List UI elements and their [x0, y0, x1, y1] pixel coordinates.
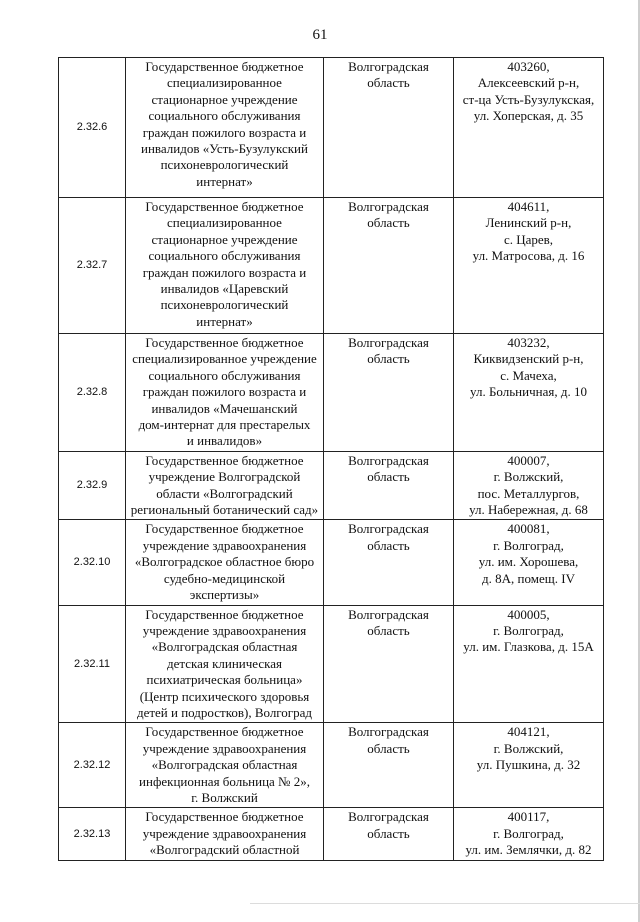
- institution-name-line: дом-интернат для престарелых: [138, 417, 311, 433]
- address-line: ул. им. Хорошева,: [478, 554, 579, 570]
- institution-name-cell: [126, 451, 324, 520]
- region-line: область: [367, 622, 410, 638]
- region-line: область: [367, 215, 410, 231]
- address-line: д. 8А, помещ. IV: [482, 570, 575, 586]
- address-line: 400081,: [507, 521, 550, 537]
- institution-name-cell: [126, 198, 324, 334]
- institution-name-line: учреждение здравоохранения: [142, 622, 307, 638]
- address-line: Алексеевский р-н,: [477, 75, 580, 91]
- institution-name-line: и инвалидов»: [186, 433, 263, 449]
- address-line: ул. Больничная, д. 10: [470, 384, 587, 400]
- address-line: ул. Хоперская, д. 35: [473, 108, 584, 124]
- region-cell: [324, 723, 454, 808]
- institution-name-line: социального обслуживания: [148, 367, 301, 383]
- region-cell: [324, 198, 454, 334]
- row-number: 2.32.13: [59, 808, 126, 860]
- address-line: Киквидзенский р-н,: [473, 351, 584, 367]
- region-line: область: [367, 825, 410, 841]
- region-line: область: [367, 740, 410, 756]
- institution-name-cell: [126, 605, 324, 723]
- institution-name-line: Государственное бюджетное: [145, 452, 304, 468]
- row-number: 2.32.8: [59, 334, 126, 452]
- row-number: 2.32.10: [59, 520, 126, 605]
- table-row: [59, 451, 604, 520]
- institution-name-line: стационарное учреждение: [151, 91, 298, 107]
- address-cell: [454, 605, 604, 723]
- address-cell: [454, 451, 604, 520]
- institution-name-line: психиатрическая больница»: [146, 672, 303, 688]
- institution-name-cell: [126, 723, 324, 808]
- region-line: область: [367, 537, 410, 553]
- institution-name-line: граждан пожилого возраста и: [142, 384, 307, 400]
- institution-name-line: г. Волжский: [191, 789, 258, 805]
- institution-name-line: Государственное бюджетное: [145, 59, 304, 74]
- institution-name-line: граждан пожилого возраста и: [142, 124, 307, 140]
- address-line: ул. им. Глазкова, д. 15А: [463, 639, 594, 655]
- address-cell: [454, 198, 604, 334]
- region-cell: [324, 58, 454, 198]
- row-number: 2.32.6: [59, 58, 126, 198]
- institution-name-line: Государственное бюджетное: [145, 335, 304, 350]
- institution-name-line: учреждение здравоохранения: [142, 825, 307, 841]
- region-line: Волгоградская: [348, 606, 429, 622]
- address-line: 403260,: [507, 59, 550, 74]
- address-cell: [454, 520, 604, 605]
- table-row: [59, 723, 604, 808]
- institution-name-line: специализированное: [167, 215, 282, 231]
- table-row: [59, 520, 604, 605]
- address-line: г. Волгоград,: [493, 622, 564, 638]
- address-line: 400117,: [507, 809, 550, 825]
- institution-name-line: психоневрологический: [160, 297, 289, 313]
- institution-name-line: детей и подростков), Волгоград: [136, 704, 313, 720]
- region-line: Волгоградская: [348, 59, 429, 74]
- institution-name-line: экспертизы»: [189, 587, 260, 603]
- scan-edge-bottom: [250, 903, 640, 904]
- institution-name-cell: [126, 58, 324, 198]
- address-line: с. Царев,: [503, 231, 554, 247]
- address-line: 404121,: [507, 724, 550, 740]
- address-line: г. Волгоград,: [493, 537, 564, 553]
- region-line: Волгоградская: [348, 452, 429, 468]
- institution-name-line: «Волгоградская областная: [151, 757, 298, 773]
- institution-name-line: Государственное бюджетное: [145, 199, 304, 214]
- institution-name-line: учреждение здравоохранения: [142, 537, 307, 553]
- institution-name-line: граждан пожилого возраста и: [142, 264, 307, 280]
- institution-name-line: интернат»: [196, 313, 253, 329]
- region-line: область: [367, 351, 410, 367]
- region-line: Волгоградская: [348, 521, 429, 537]
- address-line: пос. Металлургов,: [477, 485, 580, 501]
- institution-name-line: инвалидов «Мачешанский: [151, 400, 298, 416]
- row-number: 2.32.7: [59, 198, 126, 334]
- institution-name-line: психоневрологический: [160, 157, 289, 173]
- address-cell: [454, 723, 604, 808]
- region-line: область: [367, 469, 410, 485]
- institution-name-cell: [126, 520, 324, 605]
- table-row: [59, 58, 604, 198]
- address-line: 400005,: [507, 606, 550, 622]
- institution-name-line: «Волгоградский областной: [149, 842, 300, 858]
- address-cell: [454, 808, 604, 860]
- address-line: ул. Пушкина, д. 32: [476, 757, 581, 773]
- institution-name-line: «Волгоградская областная: [151, 639, 298, 655]
- institution-name-line: учреждение Волгоградской: [148, 469, 301, 485]
- table-body: [59, 58, 604, 861]
- row-number: 2.32.11: [59, 605, 126, 723]
- region-cell: [324, 605, 454, 723]
- institution-name-line: Государственное бюджетное: [145, 606, 304, 622]
- region-cell: [324, 808, 454, 860]
- institution-name-line: судебно-медицинской: [163, 570, 286, 586]
- region-line: Волгоградская: [348, 199, 429, 214]
- institution-name-line: Государственное бюджетное: [145, 521, 304, 537]
- address-line: г. Волжский,: [493, 469, 564, 485]
- address-line: с. Мачеха,: [500, 367, 557, 383]
- address-cell: [454, 334, 604, 452]
- region-cell: [324, 334, 454, 452]
- institution-name-line: специализированное учреждение: [132, 351, 317, 367]
- region-line: Волгоградская: [348, 809, 429, 825]
- address-line: Ленинский р-н,: [485, 215, 572, 231]
- institution-name-line: детская клиническая: [166, 655, 283, 671]
- address-line: 400007,: [507, 452, 550, 468]
- address-line: ул. им. Землячки, д. 82: [465, 842, 592, 858]
- region-cell: [324, 451, 454, 520]
- address-line: 403232,: [507, 335, 550, 350]
- institution-name-cell: [126, 808, 324, 860]
- table-row: [59, 605, 604, 723]
- institution-name-line: специализированное: [167, 75, 282, 91]
- institution-name-line: Государственное бюджетное: [145, 809, 304, 825]
- address-line: ул. Набережная, д. 68: [469, 502, 588, 518]
- row-number: 2.32.12: [59, 723, 126, 808]
- region-line: Волгоградская: [348, 335, 429, 350]
- address-line: 404611,: [507, 199, 550, 214]
- institution-name-line: «Волгоградское областное бюро: [134, 554, 315, 570]
- region-line: область: [367, 75, 410, 91]
- row-number: 2.32.9: [59, 451, 126, 520]
- institution-name-line: инвалидов «Усть-Бузулукский: [141, 141, 308, 157]
- institution-name-cell: [126, 334, 324, 452]
- institution-name-line: инвалидов «Царевский: [160, 281, 289, 297]
- institution-name-line: социального обслуживания: [148, 108, 301, 124]
- institution-name-line: социального обслуживания: [148, 248, 301, 264]
- table-row: [59, 198, 604, 334]
- address-line: г. Волжский,: [493, 740, 564, 756]
- page-number: 61: [312, 27, 328, 43]
- address-line: ст-ца Усть-Бузулукская,: [462, 91, 595, 107]
- institution-name-line: (Центр психического здоровья: [139, 688, 310, 704]
- address-line: ул. Матросова, д. 16: [472, 248, 585, 264]
- table-row: [59, 334, 604, 452]
- region-line: Волгоградская: [348, 724, 429, 740]
- address-line: г. Волгоград,: [493, 825, 564, 841]
- institution-name-line: инфекционная больница № 2»,: [139, 773, 310, 789]
- institution-name-line: интернат»: [196, 173, 253, 189]
- address-cell: [454, 58, 604, 198]
- region-cell: [324, 520, 454, 605]
- institutions-table: [58, 57, 604, 861]
- institution-name-line: стационарное учреждение: [151, 231, 298, 247]
- table-row: [59, 808, 604, 860]
- institution-name-line: Государственное бюджетное: [145, 724, 304, 740]
- institution-name-line: учреждение здравоохранения: [142, 740, 307, 756]
- institution-name-line: региональный ботанический сад»: [130, 502, 319, 518]
- institution-name-line: области «Волгоградский: [156, 485, 293, 501]
